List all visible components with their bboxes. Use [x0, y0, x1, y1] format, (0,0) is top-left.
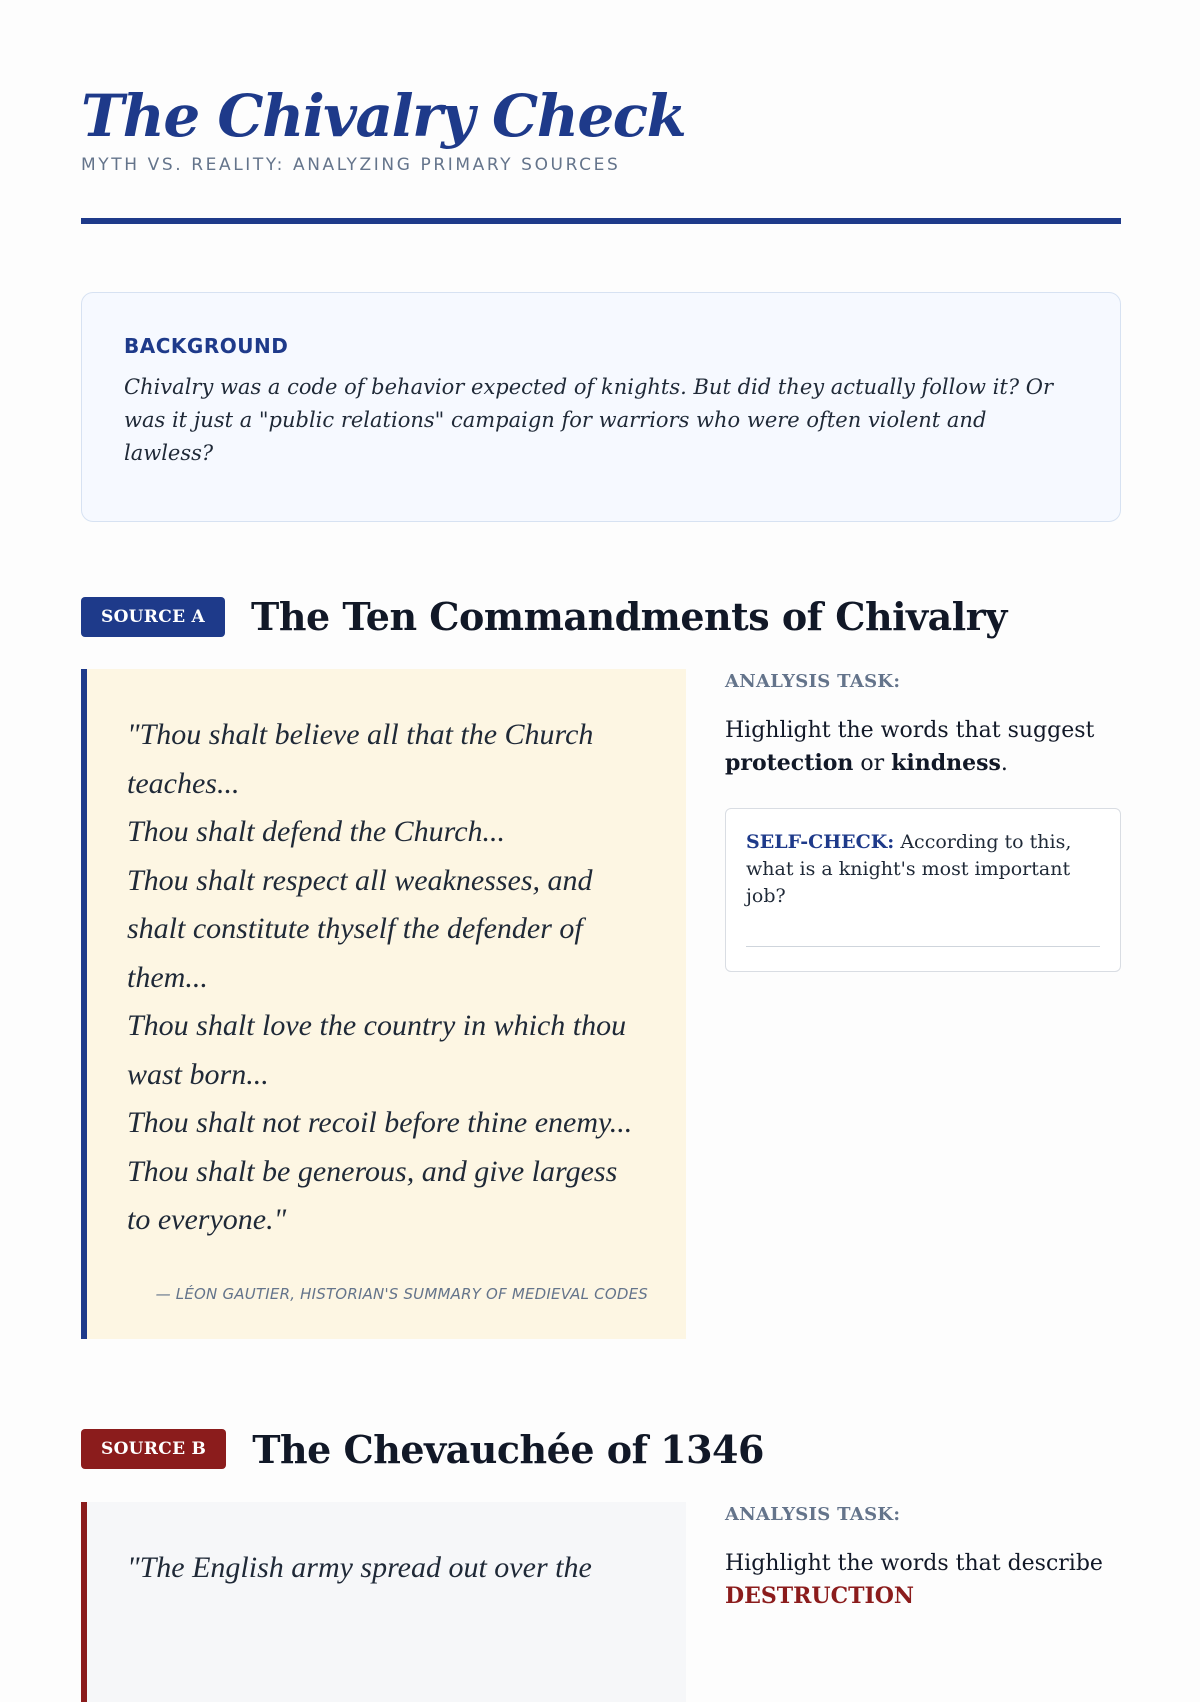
background-text: Chivalry was a code of behavior expected of knights. But did they actually follow it? Or was it just a "public relations" campaign for warriors who were often violent and lawless? — [124, 375, 1054, 465]
quote-line: Thou shalt defend the Church... — [127, 815, 506, 848]
analysis-text-part: Highlight the words that suggest — [725, 718, 1095, 743]
analysis-task-text — [725, 714, 1121, 780]
source-a-analysis — [725, 669, 1121, 1339]
background-label: BACKGROUND — [124, 334, 289, 358]
source-b-section — [81, 1427, 1121, 1702]
analysis-task-text — [725, 1547, 1121, 1613]
quote-line: Thou shalt respect all weaknesses, and shalt constitute thyself the defender of them... — [127, 863, 593, 994]
self-check-text — [746, 829, 1100, 910]
source-a-badge: SOURCE A — [81, 597, 225, 637]
analysis-text-part: Highlight the words that describe — [725, 1550, 1103, 1576]
keyword-destruction: DESTRUCTION — [725, 1582, 915, 1609]
page-header — [81, 0, 1121, 224]
source-b-header — [81, 1427, 1121, 1472]
self-check-box[interactable] — [725, 808, 1121, 972]
page-subtitle: MYTH VS. REALITY: ANALYZING PRIMARY SOURCES — [81, 155, 621, 175]
answer-line — [746, 946, 1100, 947]
source-a-title: The Ten Commandments of Chivalry — [251, 594, 1007, 639]
quote-line: Thou shalt not recoil before thine enemy... — [127, 1106, 633, 1139]
header-divider — [81, 218, 1121, 224]
source-a-quote-text — [127, 711, 648, 1245]
analysis-text-part: . — [1000, 751, 1008, 776]
worksheet-page — [81, 0, 1121, 1702]
analysis-text-part: or — [853, 751, 892, 776]
quote-line: "Thou shalt believe all that the Church teaches... — [127, 718, 594, 800]
keyword-kindness: kindness — [891, 750, 1001, 776]
quote-line: "The English army spread out over the — [127, 1550, 592, 1584]
page-title: The Chivalry Check — [81, 82, 686, 150]
source-a-section — [81, 594, 1121, 1339]
analysis-task-label: ANALYSIS TASK: — [725, 671, 901, 692]
source-b-badge: SOURCE B — [81, 1429, 226, 1469]
self-check-question: According to this, what is a knight's most important job? — [746, 831, 1072, 907]
quote-line: Thou shalt be generous, and give largess to everyone." — [127, 1154, 618, 1236]
self-check-label: SELF-CHECK: — [746, 831, 895, 853]
analysis-task-label: ANALYSIS TASK: — [725, 1503, 901, 1525]
source-a-attribution: — LÉON GAUTIER, HISTORIAN'S SUMMARY OF MEDIEVAL CODES — [155, 1284, 648, 1303]
background-panel — [81, 292, 1121, 522]
quote-line: Thou shalt love the country in which thou wast born... — [127, 1009, 627, 1091]
source-a-header — [81, 594, 1121, 639]
source-a-body — [81, 669, 1121, 1339]
source-b-quote[interactable] — [81, 1502, 686, 1702]
source-b-body — [81, 1502, 1121, 1702]
keyword-protection: protection — [725, 750, 854, 776]
source-b-quote-text — [127, 1544, 648, 1593]
source-b-title: The Chevauchée of 1346 — [252, 1426, 764, 1472]
source-a-quote[interactable] — [81, 669, 686, 1339]
source-b-analysis — [725, 1502, 1121, 1702]
